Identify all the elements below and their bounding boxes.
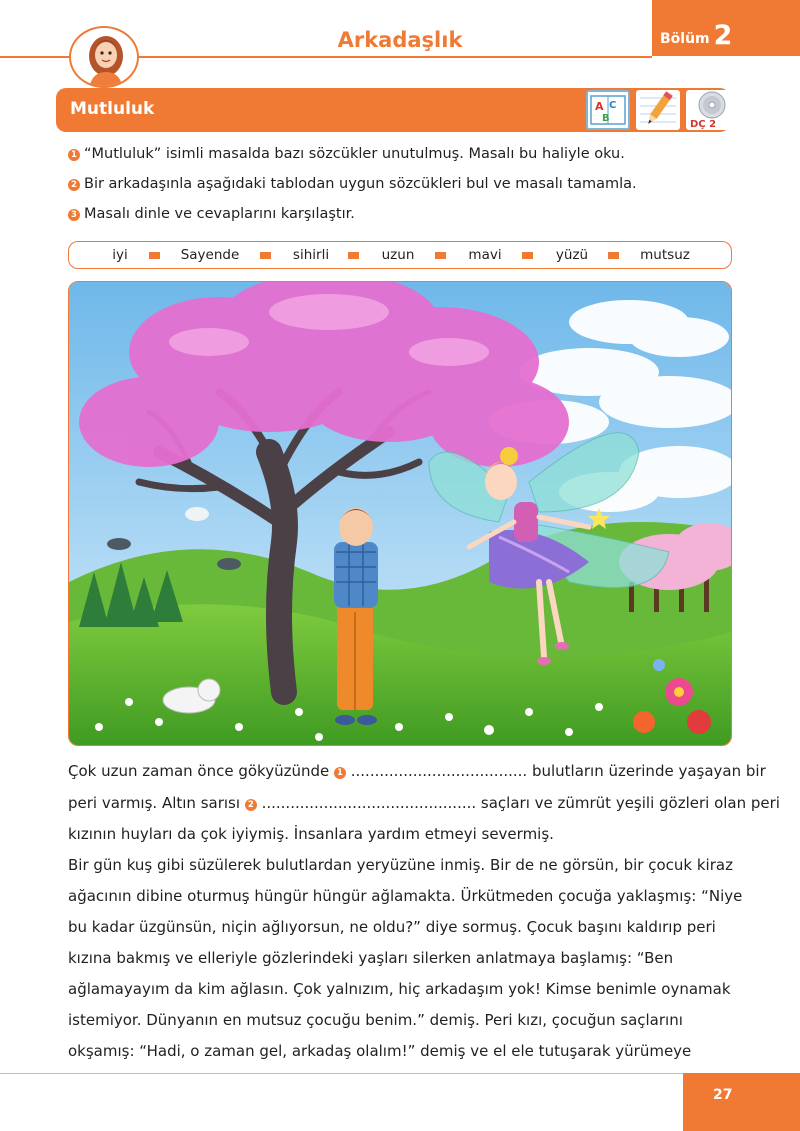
svg-text:C: C <box>609 100 617 111</box>
abc-book-icon <box>586 90 630 130</box>
story-text: ............................................. saçları ve zümrüt yeşili gözleri olan peri <box>256 794 780 812</box>
instruction-text: Masalı dinle ve cevaplarını karşılaştır. <box>84 206 355 222</box>
story-line-5: ağacının dibine oturmuş hüngür hüngür ağlamakta. Ürkütmeden çocuğa yaklaşmış: “Niye <box>68 887 743 905</box>
section-header <box>56 88 730 132</box>
word-bank-item: iyi <box>112 247 128 263</box>
svg-text:A: A <box>595 100 604 113</box>
section-title: Mutluluk <box>70 99 155 119</box>
story-line-10: okşamış: “Hadi, o zaman gel, arkadaş olalım!” demiş ve el ele tutuşarak yürümeye <box>68 1042 692 1060</box>
cd-icon <box>686 90 730 130</box>
footer-rule <box>0 1073 683 1074</box>
chapter-number: 2 <box>713 20 733 51</box>
word-bank-item: yüzü <box>555 247 589 263</box>
story-line-2 <box>68 794 780 812</box>
instruction-number: 2 <box>68 179 80 191</box>
svg-text:B: B <box>602 113 610 124</box>
word-separator <box>260 252 271 259</box>
cd-label: DÇ 2 <box>690 119 717 130</box>
girl-avatar-icon <box>69 26 139 88</box>
word-bank-item: mavi <box>468 247 502 263</box>
story-line-3: kızının huyları da çok iyiymiş. İnsanlara yardım etmeyi severmiş. <box>68 825 554 843</box>
chapter-tab <box>652 0 800 56</box>
instruction-text: “Mutluluk” isimli masalda bazı sözcükler unutulmuş. Masalı bu haliyle oku. <box>84 146 625 162</box>
word-separator <box>608 252 619 259</box>
story-text: ..................................... bulutların üzerinde yaşayan bir <box>345 762 766 780</box>
pencil-icon <box>636 90 680 130</box>
story-text: peri varmış. Altın sarısı <box>68 794 245 812</box>
instruction-text: Bir arkadaşınla aşağıdaki tablodan uygun sözcükleri bul ve masalı tamamla. <box>84 176 637 192</box>
word-separator <box>522 252 533 259</box>
word-separator <box>435 252 446 259</box>
blank-number-2: 2 <box>245 799 257 811</box>
instruction-1 <box>68 146 625 162</box>
story-text: Çok uzun zaman önce gökyüzünde <box>68 762 334 780</box>
blank-number-1: 1 <box>334 767 346 779</box>
story-line-6: bu kadar üzgünsün, niçin ağlıyorsun, ne oldu?” diye sormuş. Çocuk başını kaldırıp peri <box>68 918 716 936</box>
unit-title: Arkadaşlık <box>337 28 463 52</box>
story-line-9: istemiyor. Dünyanın en mutsuz çocuğu benim.” demiş. Peri kızı, çocuğun saçlarını <box>68 1011 683 1029</box>
instruction-number: 3 <box>68 209 80 221</box>
story-illustration <box>68 281 732 746</box>
story-line-4: Bir gün kuş gibi süzülerek bulutlardan yeryüzüne inmiş. Bir de ne görsün, bir çocuk kiraz <box>68 856 733 874</box>
word-bank-item: uzun <box>381 247 415 263</box>
page-number: 27 <box>683 1073 800 1131</box>
word-bank-item: Sayende <box>180 247 240 263</box>
instruction-number: 1 <box>68 149 80 161</box>
word-separator <box>348 252 359 259</box>
story-line-1 <box>68 762 766 780</box>
instruction-3 <box>68 206 355 222</box>
word-bank-item: sihirli <box>292 247 330 263</box>
word-bank-item: mutsuz <box>640 247 690 263</box>
story-line-7: kızına bakmış ve elleriyle gözlerindeki yaşları silerken anlatmaya başlamış: “Ben <box>68 949 674 967</box>
chapter-label: Bölüm <box>660 31 710 47</box>
instruction-2 <box>68 176 637 192</box>
word-separator <box>149 252 160 259</box>
story-line-8: ağlamayayım da kim ağlasın. Çok yalnızım, hiç arkadaşım yok! Kimse benimle oynamak <box>68 980 731 998</box>
word-bank <box>68 241 732 269</box>
